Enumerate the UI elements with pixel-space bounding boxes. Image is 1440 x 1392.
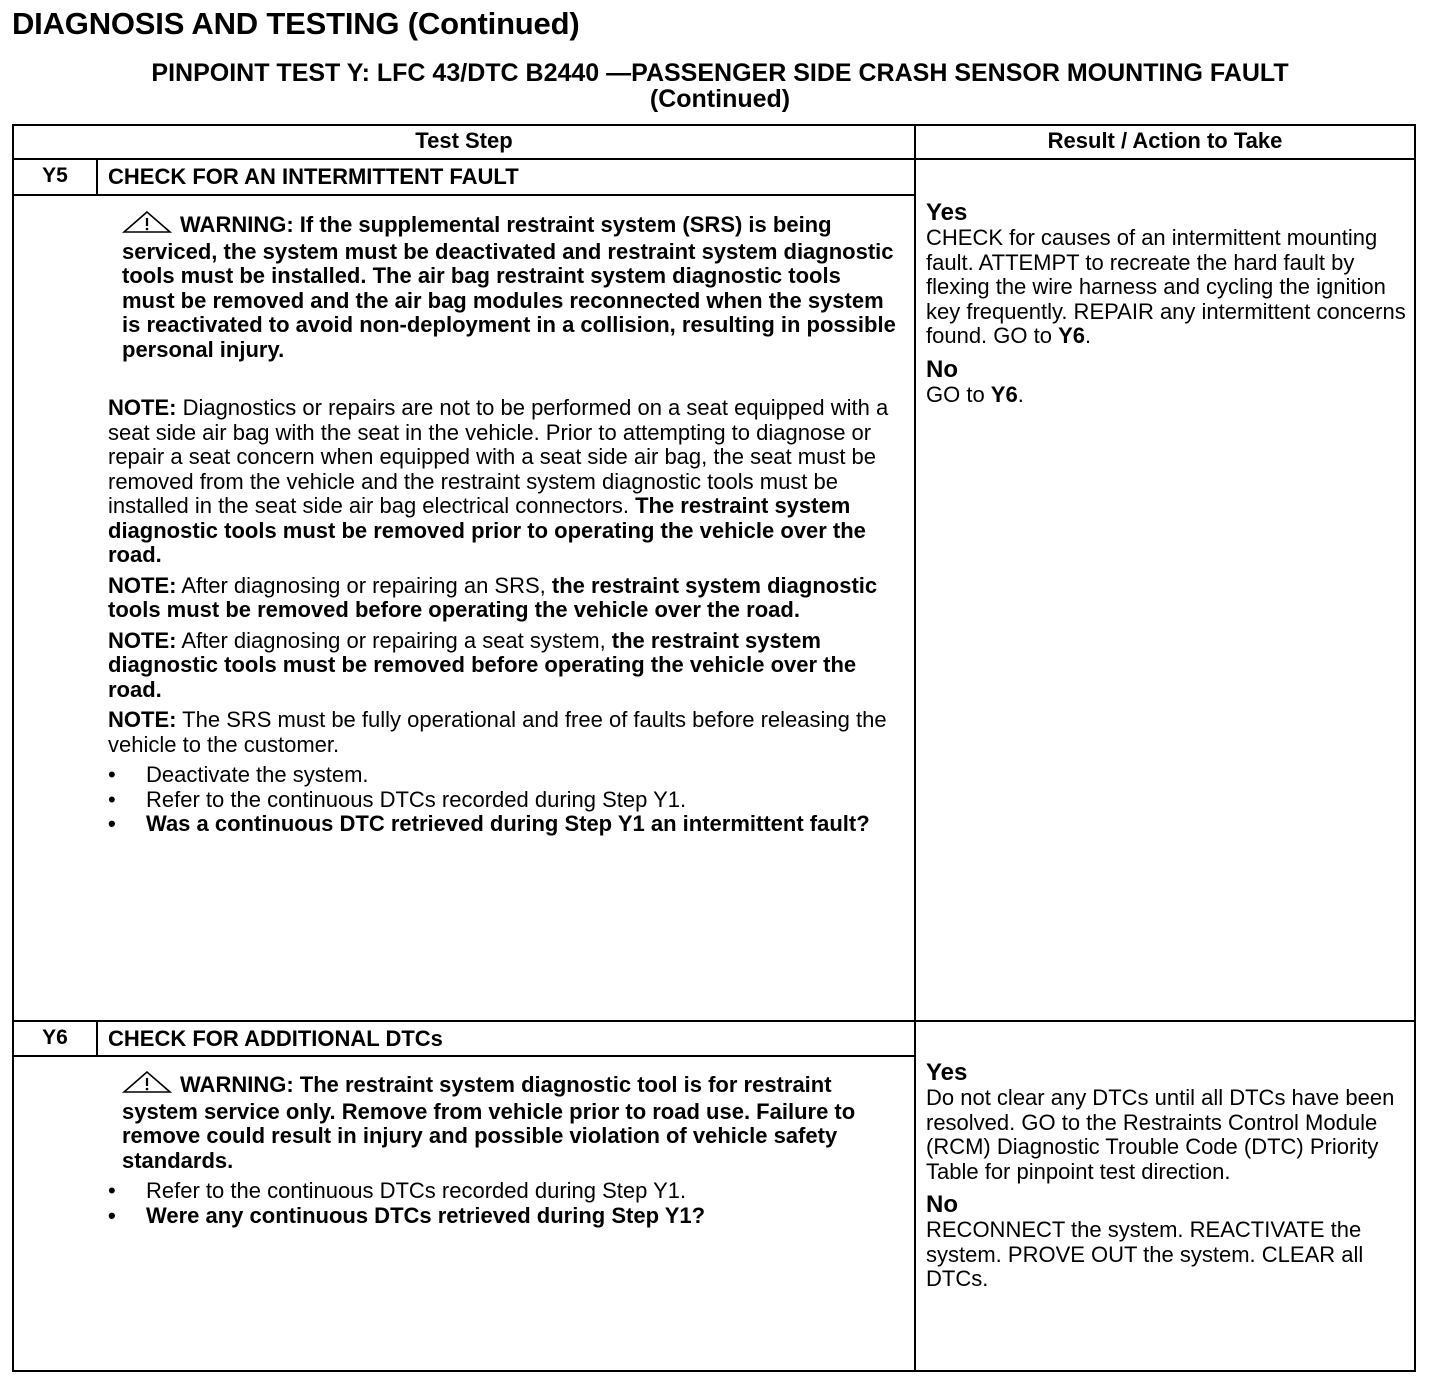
header-divider <box>14 158 1414 160</box>
result-no-text: GO to Y6. <box>926 381 1024 407</box>
note-2: NOTE: After diagnosing or repairing an SRS, the restraint system diagnostic tools must be removed before operating the vehicle over the road. <box>108 572 878 622</box>
result-no-label: No <box>926 355 958 383</box>
result-yes-label: Yes <box>926 1059 968 1086</box>
pinpoint-test-title <box>0 60 1440 112</box>
result-yes-text: CHECK for causes of an intermittent mounting fault. ATTEMPT to recreate the hard fault by flexing the wire harness and cycling the ignition key frequently. REPAIR any intermittent concerns found. GO to Y6. <box>926 225 1406 348</box>
step-title-divider <box>14 194 914 196</box>
list-item: • Refer to the continuous DTCs recorded during Step Y1. <box>108 1178 687 1203</box>
result-yes-text: Do not clear any DTCs until all DTCs have been resolved. GO to the Restraints Control Module (RCM) Diagnostic Trouble Code (DTC) Priority Table for pinpoint test direction. <box>926 1085 1395 1184</box>
note-3: NOTE: After diagnosing or repairing a seat system, the restraint system diagnostic tools must be removed before operating the vehicle over the road. <box>108 627 857 702</box>
bullet-list-y6 <box>108 1179 898 1228</box>
step-id-divider <box>96 1022 98 1056</box>
step-body-y6 <box>108 1070 898 1228</box>
column-header-test-step: Test Step <box>415 128 513 153</box>
result-yes-label: Yes <box>926 199 968 226</box>
step-id-y6: Y6 <box>42 1026 68 1049</box>
list-item: • Refer to the continuous DTCs recorded during Step Y1. <box>108 786 687 812</box>
subtitle-line-2: (Continued) <box>649 85 791 113</box>
step-title-y5: CHECK FOR AN INTERMITTENT FAULT <box>108 164 519 189</box>
result-y6 <box>926 1060 1416 1292</box>
warning-y5: WARNING: If the supplemental restraint system (SRS) is being serviced, the system must be deactivated and restraint system diagnostic tools must be installed. The air bag restraint system diagnostic tools must be removed and the air bag modules reconnected when the system is reactivated to avoid non-deployment in a collision, resulting in possible personal injury. <box>122 212 896 362</box>
pinpoint-test-table <box>12 124 1416 1372</box>
note-1: NOTE: Diagnostics or repairs are not to be performed on a seat equipped with a seat side air bag with the seat in the vehicle. Prior to attempting to diagnose or repair a seat concern when equipped with a seat side air bag, the seat must be removed from the vehicle and the restraint system diagnostic tools must be installed in the seat side air bag electrical connectors. The restraint system diagnostic tools must be removed prior to operating the vehicle over the road. <box>108 395 889 567</box>
page-title: DIAGNOSIS AND TESTING (Continued) <box>12 6 580 41</box>
column-header-result: Result / Action to Take <box>1047 128 1283 153</box>
list-item: • Were any continuous DTCs retrieved during Step Y1? <box>108 1202 706 1228</box>
step-id-divider <box>96 160 98 195</box>
result-y5 <box>926 200 1416 407</box>
step-title-divider <box>14 1055 914 1057</box>
warning-triangle-icon <box>122 1070 172 1100</box>
list-item: • Deactivate the system. <box>108 762 369 787</box>
warning-triangle-icon <box>122 210 172 240</box>
result-no-text: RECONNECT the system. REACTIVATE the system. PROVE OUT the system. CLEAR all DTCs. <box>926 1217 1364 1291</box>
list-item: • Was a continuous DTC retrieved during Step Y1 an intermittent fault? <box>108 811 870 836</box>
column-divider <box>914 126 916 1370</box>
result-no-label: No <box>926 1191 958 1218</box>
subtitle-line-1: PINPOINT TEST Y: LFC 43/DTC B2440 —PASSENGER SIDE CRASH SENSOR MOUNTING FAULT <box>151 59 1289 87</box>
step-body-y5 <box>108 210 898 837</box>
step-id-y5: Y5 <box>42 164 68 187</box>
bullet-list-y5 <box>108 763 898 837</box>
warning-y6: WARNING: The restraint system diagnostic tool is for restraint system service only. Remove from vehicle prior to road use. Failure to remove could result in injury and possible violation of vehicle safety standards. <box>122 1072 856 1173</box>
row-divider <box>14 1020 1414 1022</box>
note-4: NOTE: The SRS must be fully operational and free of faults before releasing the vehicle to the customer. <box>108 707 887 757</box>
step-title-y6: CHECK FOR ADDITIONAL DTCs <box>108 1026 443 1051</box>
